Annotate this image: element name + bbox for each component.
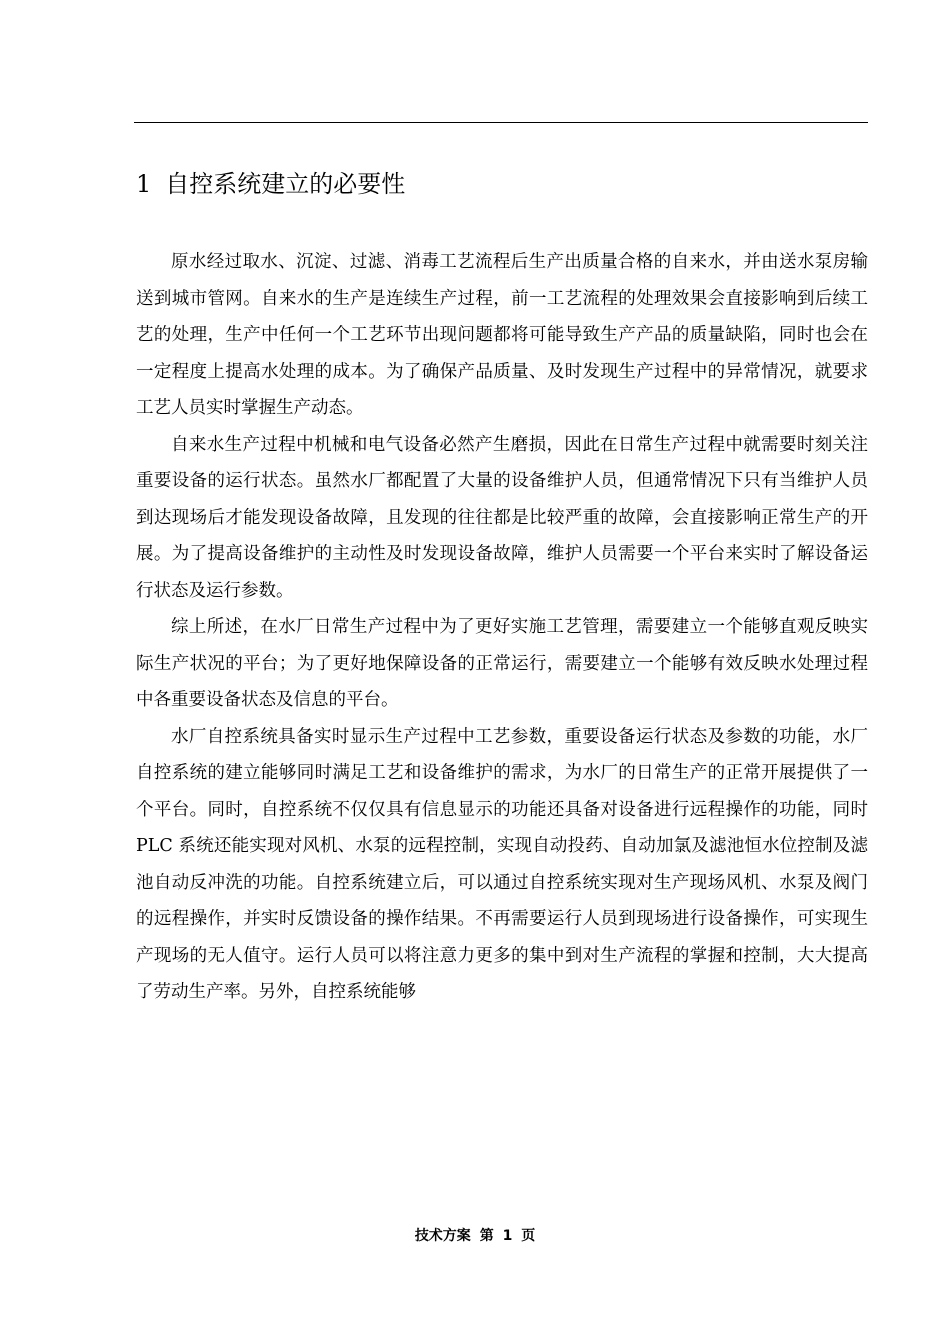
section-heading — [136, 166, 836, 202]
page-footer — [0, 1226, 950, 1246]
paragraph-1: 原水经过取水、沉淀、过滤、消毒工艺流程后生产出质量合格的自来水，并由送水泵房输送到城市管网。自来水的生产是连续生产过程，前一工艺流程的处理效果会直接影响到后续工艺的处理，生产中任何一个工艺环节出现问题都将可能导致生产产品的质量缺陷，同时也会在一定程度上提高水处理的成本。为了确保产品质量、及时发现生产过程中的异常情况，就要求工艺人员实时掌握生产动态。 — [136, 252, 868, 418]
footer-page-prefix: 第 — [479, 1228, 494, 1244]
footer-doc-label: 技术方案 — [414, 1228, 471, 1244]
footer-page-number: 1 — [502, 1228, 513, 1244]
header-divider — [134, 122, 868, 123]
paragraph-3: 综上所述，在水厂日常生产过程中为了更好实施工艺管理，需要建立一个能够直观反映实际生产状况的平台；为了更好地保障设备的正常运行，需要建立一个能够有效反映水处理过程中各重要设备状态及信息的平台。 — [136, 617, 868, 710]
document-body — [136, 244, 868, 1011]
section-number: 1 — [136, 170, 152, 198]
paragraph-2: 自来水生产过程中机械和电气设备必然产生磨损，因此在日常生产过程中就需要时刻关注重要设备的运行状态。虽然水厂都配置了大量的设备维护人员，但通常情况下只有当维护人员到达现场后才能发现设备故障，且发现的往往都是比较严重的故障，会直接影响正常生产的开展。为了提高设备维护的主动性及时发现设备故障，维护人员需要一个平台来实时了解设备运行状态及运行参数。 — [136, 434, 868, 601]
paragraph-4: 水厂自控系统具备实时显示生产过程中工艺参数，重要设备运行状态及参数的功能，水厂自控系统的建立能够同时满足工艺和设备维护的需求，为水厂的日常生产的正常开展提供了一个平台。同时，自控系统不仅仅具有信息显示的功能还具备对设备进行远程操作的功能，同时 PLC 系统还能实现对风机、水泵的远程控制，实现自动投药、自动加氯及滤池恒水位控制及滤池自动反冲洗的功能。自控系统建立后，可以通过自控系统实现对生产现场风机、水泵及阀门的远程操作，并实时反馈设备的操作结果。不再需要运行人员到现场进行设备操作，可实现生产现场的无人值守。运行人员可以将注意力更多的集中到对生产流程的掌握和控制，大大提高了劳动生产率。另外，自控系统能够 — [136, 726, 868, 1002]
footer-page-suffix: 页 — [521, 1228, 536, 1244]
section-title: 自控系统建立的必要性 — [165, 170, 406, 198]
